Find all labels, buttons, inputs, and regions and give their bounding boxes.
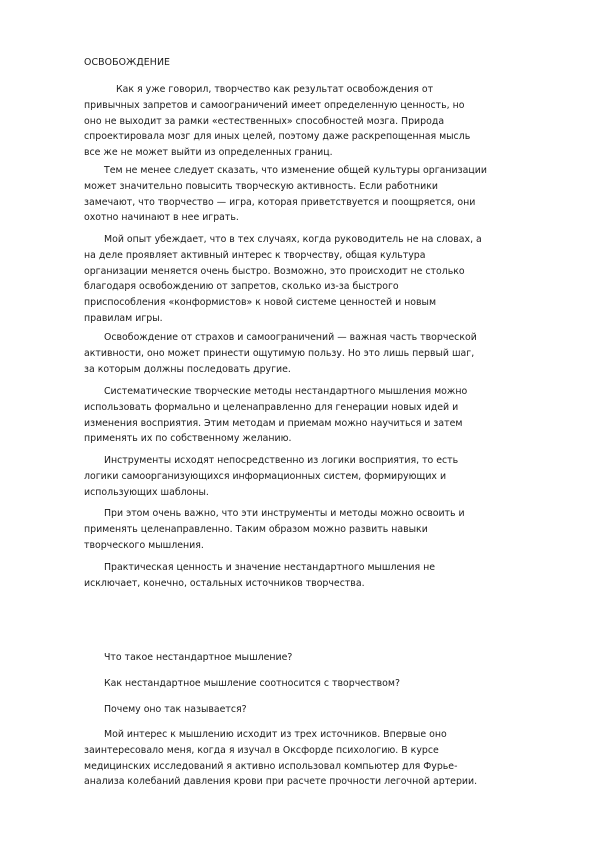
paragraph-line: замечают, что творчество — игра, которая приветствуется и поощряется, они (84, 196, 476, 208)
question-3: Почему оно так называется? (104, 704, 247, 715)
paragraph-line: При этом очень важно, что эти инструменты и методы можно освоить и (104, 508, 465, 519)
paragraph-line: использовать формально и целенаправленно для генерации новых идей и (84, 401, 459, 413)
paragraph-line: привычных запретов и самоограничений имеет определенную ценность, но (84, 99, 465, 111)
paragraph-line: исключает, конечно, остальных источников творчества. (84, 577, 365, 589)
paragraph-line: на деле проявляет активный интерес к творчеству, общая культура (84, 249, 426, 261)
paragraph-line: Мой интерес к мышлению исходит из трех источников. Впервые оно (104, 729, 447, 740)
paragraph-line: медицинских исследований я активно использовал компьютер для Фурье- (84, 760, 458, 772)
paragraph-line: применять их по собственному желанию. (84, 433, 292, 445)
paragraph-line: организации меняется очень быстро. Возможно, это происходит не столько (84, 265, 465, 277)
paragraph-line: творческого мышления. (84, 539, 204, 551)
question-1: Что такое нестандартное мышление? (104, 652, 293, 663)
paragraph-line: использующих шаблоны. (84, 486, 209, 498)
paragraph-line: правилам игры. (84, 312, 163, 324)
paragraph-3 (84, 232, 554, 327)
paragraph-5 (84, 384, 554, 447)
paragraph-line: заинтересовало меня, когда я изучал в Оксфорде психологию. В курсе (84, 744, 439, 756)
paragraph-line: Практическая ценность и значение нестандартного мышления не (104, 562, 436, 573)
paragraph-line: спроектировала мозг для иных целей, поэтому даже раскрепощенная мысль (84, 131, 471, 143)
paragraph-2 (84, 163, 554, 226)
paragraph-line: охотно начинают в нее играть. (84, 212, 239, 224)
paragraph-line: анализа колебаний давления крови при расчете прочности легочной артерии. (84, 776, 478, 788)
paragraph-final (84, 727, 554, 790)
paragraph-line: благодаря освобождению от запретов, сколько из-за быстрого (84, 281, 399, 293)
paragraph-line: логики самоорганизующихся информационных систем, формирующих и (84, 470, 447, 482)
paragraph-line: Освобождение от страхов и самоограничений — важная часть творческой (104, 332, 477, 343)
paragraph-line: Мой опыт убеждает, что в тех случаях, когда руководитель не на словах, а (104, 234, 482, 245)
paragraph-line: все же не может выйти из определенных границ. (84, 147, 333, 159)
paragraph-7 (84, 506, 554, 553)
paragraph-4 (84, 330, 554, 377)
document-title: ОСВОБОЖДЕНИЕ (84, 57, 171, 68)
paragraph-line: за которым должны последовать другие. (84, 363, 291, 375)
paragraph-1 (84, 82, 554, 161)
paragraph-line: оно не выходит за рамки «естественных» способностей мозга. Природа (84, 115, 445, 127)
paragraph-line: применять целенаправленно. Таким образом можно развить навыки (84, 523, 428, 535)
paragraph-line: Тем не менее следует сказать, что изменение общей культуры организации (104, 165, 487, 176)
paragraph-line: изменения восприятия. Этим методам и приемам можно научиться и затем (84, 417, 463, 429)
paragraph-8 (84, 560, 554, 592)
paragraph-line: может значительно повысить творческую активность. Если работники (84, 180, 439, 192)
paragraph-line: активности, оно может принести ощутимую пользу. Но это лишь первый шаг, (84, 347, 475, 359)
paragraph-line: Систематические творческие методы нестандартного мышления можно (104, 386, 468, 397)
question-2: Как нестандартное мышление соотносится с творчеством? (104, 678, 400, 689)
paragraph-line: Как я уже говорил, творчество как результат освобождения от (116, 84, 434, 95)
paragraph-line: приспособления «конформистов» к новой системе ценностей и новым (84, 297, 437, 309)
paragraph-line: Инструменты исходят непосредственно из логики восприятия, то есть (104, 455, 459, 466)
paragraph-6 (84, 453, 554, 500)
